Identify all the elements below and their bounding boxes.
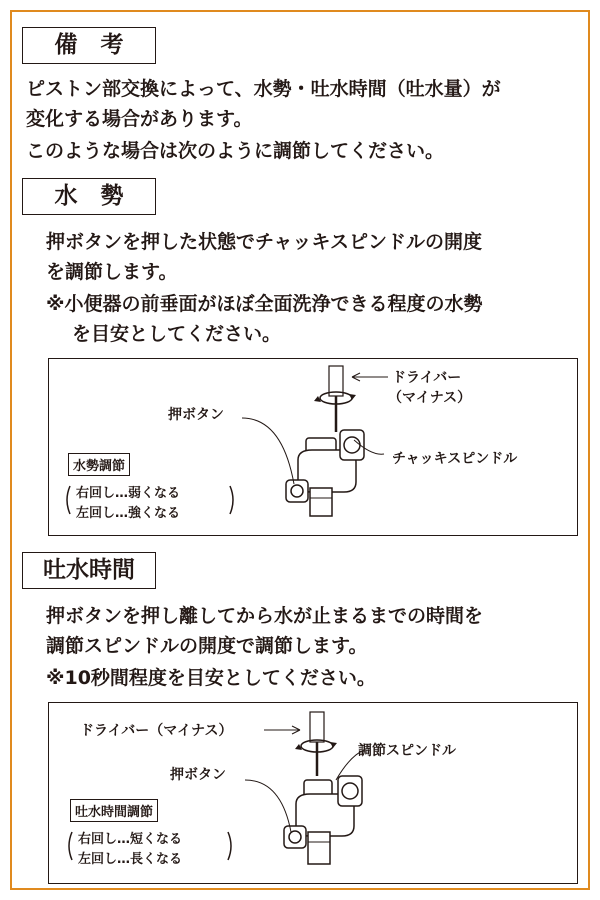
fig2-right-turn: 右回し…短くなる <box>78 832 183 847</box>
remarks-line-2: 変化する場合があります。 <box>26 108 253 130</box>
fig2-push-button-label: 押ボタン <box>170 767 226 783</box>
discharge-time-heading: 吐水時間 <box>22 552 156 589</box>
water-force-line-1: 押ボタンを押した状態でチャッキスピンドルの開度 <box>46 231 483 253</box>
fig1-adjust-title: 水勢調節 <box>68 453 130 476</box>
discharge-time-line-2: 調節スピンドルの開度で調節します。 <box>46 635 368 657</box>
remarks-heading: 備 考 <box>22 27 156 64</box>
fig1-driver-sub-label: （マイナス） <box>388 390 472 406</box>
water-force-heading: 水 勢 <box>22 178 156 215</box>
remarks-line-1: ピストン部交換によって、水勢・吐水時間（吐水量）が <box>26 78 501 100</box>
fig1-push-button-label: 押ボタン <box>168 407 224 423</box>
fig2-adjust-title: 吐水時間調節 <box>70 799 158 822</box>
fig1-left-turn: 左回し…強くなる <box>76 506 181 521</box>
water-force-note-1: ※小便器の前垂面がほぼ全面洗浄できる程度の水勢 <box>46 293 483 315</box>
discharge-time-line-1: 押ボタンを押し離してから水が止まるまでの時間を <box>46 605 484 627</box>
fig1-right-turn: 右回し…弱くなる <box>76 486 181 501</box>
fig2-spindle-label: 調節スピンドル <box>358 743 456 759</box>
fig2-driver-label: ドライバー（マイナス） <box>80 723 233 739</box>
remarks-line-3: このような場合は次のように調節してください。 <box>26 140 445 162</box>
fig1-spindle-label: チャッキスピンドル <box>392 451 518 467</box>
fig2-left-turn: 左回し…長くなる <box>78 852 183 867</box>
water-force-note-2: を目安としてください。 <box>72 323 282 345</box>
fig1-driver-label: ドライバー <box>392 370 462 386</box>
water-force-line-2: を調節します。 <box>46 261 178 283</box>
discharge-time-note-1: ※10秒間程度を目安としてください。 <box>46 667 376 689</box>
